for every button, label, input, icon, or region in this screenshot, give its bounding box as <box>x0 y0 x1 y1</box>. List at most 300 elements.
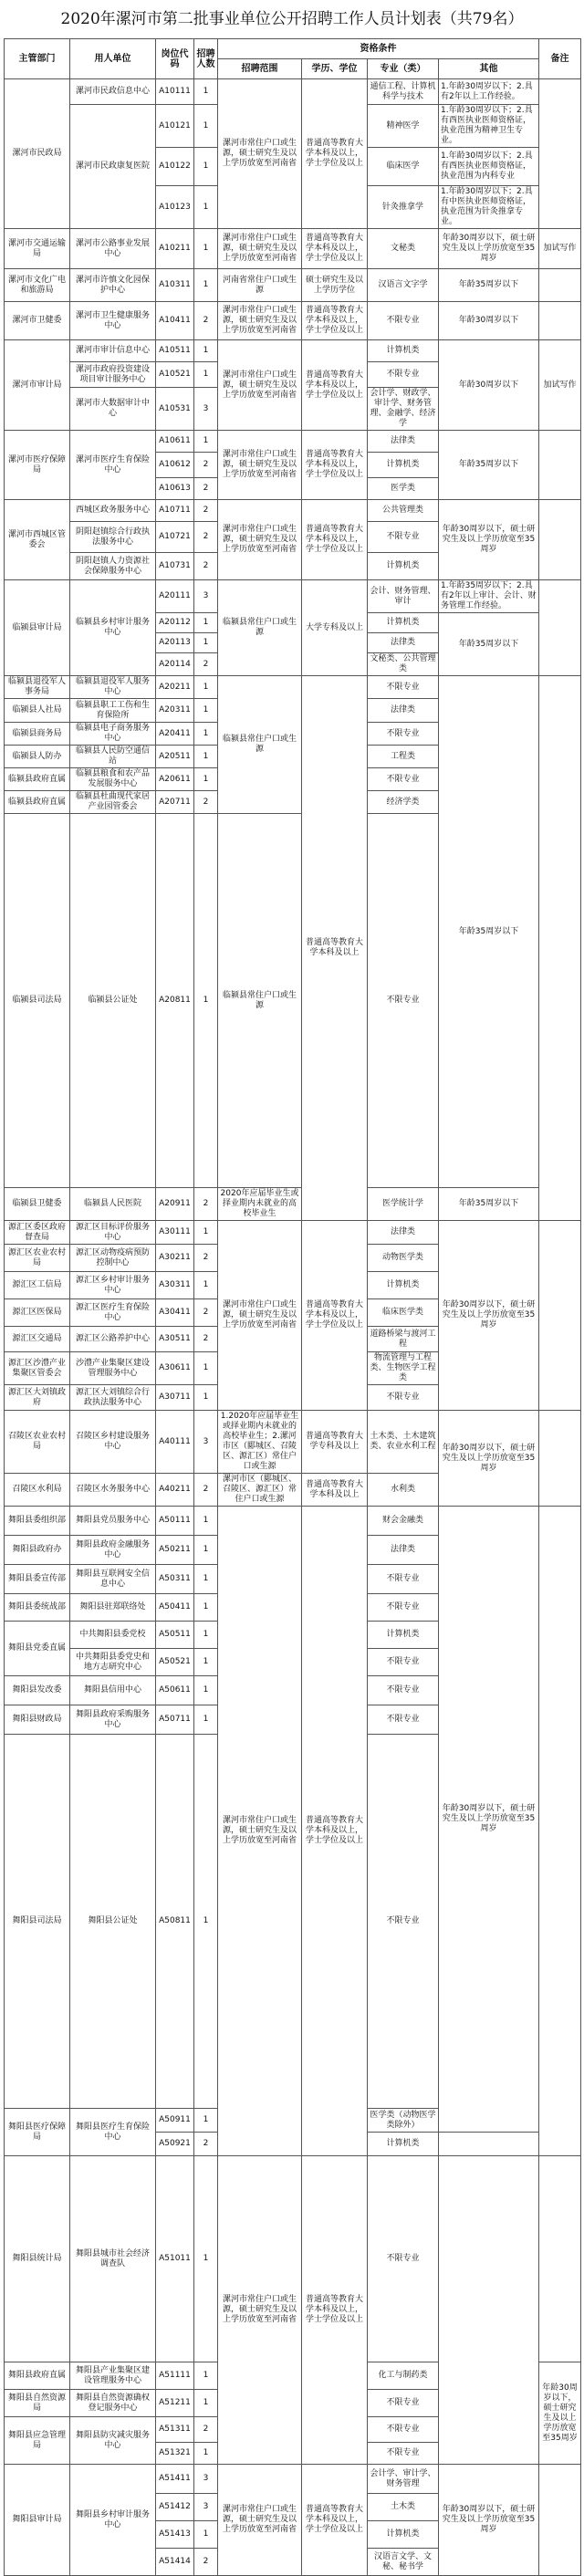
table-cell: 临颍县审计局 <box>5 580 70 676</box>
table-cell: 舞阳县委统战部 <box>5 1594 70 1622</box>
table-cell: 年龄30周岁以下，硕士研究生及以上学历放宽至35周岁 <box>439 1507 539 2133</box>
table-cell: 舞阳县公证处 <box>70 1735 156 2109</box>
table-cell: 舞阳县驻郑联络处 <box>70 1594 156 1622</box>
table-cell: A50911 <box>156 2109 194 2133</box>
table-cell: 1.年龄30周岁以下；2.具有西医执业医师资格证，执业范围为内科专业 <box>439 148 539 186</box>
table-cell: 2 <box>194 2133 218 2156</box>
table-cell: A51311 <box>156 2417 194 2443</box>
table-cell <box>539 1411 581 1507</box>
table-cell: 漯河市常住户口或生源，硕士研究生及以上学历放宽至河南省 <box>218 1507 302 2156</box>
table-cell: 2020年应届毕业生或择业期内未就业的高校毕业生 <box>218 1188 302 1221</box>
table-cell: 临床医学类 <box>368 1299 439 1327</box>
table-cell: 会计学、财政学、审计学、财务管理、金融学、经济学 <box>368 388 439 431</box>
table-cell: 漯河市卫健委 <box>5 302 70 340</box>
table-cell: 舞阳县统计局 <box>5 2156 70 2362</box>
table-cell: 临颍县常住户口或生源 <box>218 814 302 1188</box>
table-cell: 漯河市常住户口或生源，硕士研究生及以上学历放宽至河南省 <box>218 79 302 229</box>
table-cell: 召陵区农业农村局 <box>5 1411 70 1474</box>
table-cell: 普通高等教育大学本科及以上 <box>302 1474 368 1507</box>
table-cell: A10123 <box>156 186 194 229</box>
table-cell: 阴阳赵镇综合行政执法服务中心 <box>70 522 156 553</box>
table-cell: A10612 <box>156 453 194 478</box>
table-cell <box>539 580 581 676</box>
recruitment-table <box>4 38 581 2576</box>
table-row <box>5 269 581 302</box>
table-cell: 2 <box>194 1245 218 1272</box>
table-cell: 漯河市许慎文化园保护中心 <box>70 269 156 302</box>
table-cell <box>539 676 581 1221</box>
table-cell: A30411 <box>156 1299 194 1327</box>
table-cell: A10531 <box>156 388 194 431</box>
table-cell: A20411 <box>156 723 194 746</box>
table-cell: 临颍县商务局 <box>5 723 70 746</box>
table-cell: 土木类 <box>368 2494 439 2521</box>
table-cell <box>539 302 581 340</box>
table-cell: 财会金融类 <box>368 1507 439 1536</box>
table-cell: 不限专业 <box>368 723 439 746</box>
table-cell: 舞阳县政府直属 <box>5 2362 70 2390</box>
table-cell: A50411 <box>156 1594 194 1622</box>
table-cell: 1 <box>194 633 218 653</box>
table-cell: 舞阳县应急管理局 <box>5 2417 70 2465</box>
header-code: 岗位代码 <box>156 39 194 79</box>
table-cell: 不限专业 <box>368 2417 439 2443</box>
table-cell: 物流管理与工程类、生物医学工程类 <box>368 1352 439 1385</box>
table-row <box>5 500 581 522</box>
table-cell: 漯河市卫生健康服务中心 <box>70 302 156 340</box>
table-cell: 1 <box>194 1507 218 1536</box>
table-cell <box>539 1221 581 1411</box>
table-cell: 临颍县常住户口或生源 <box>218 676 302 814</box>
table-cell: 临颍县退役军人事务局 <box>5 676 70 699</box>
table-cell: 法律类 <box>368 699 439 723</box>
table-cell: 漯河市政府投资建设项目审计服务中心 <box>70 362 156 388</box>
table-cell: 临床医学 <box>368 148 439 186</box>
table-cell: A51111 <box>156 2362 194 2390</box>
table-cell: 普通高等教育大学本科及以上 <box>302 676 368 1221</box>
table-cell: 2 <box>194 2417 218 2443</box>
table-row <box>5 79 581 105</box>
table-cell: 临颍县司法局 <box>5 814 70 1188</box>
table-row <box>5 2156 581 2362</box>
table-cell: 年龄30周岁以下，硕士研究生及以上学历放宽至35周岁 <box>539 2362 581 2465</box>
table-cell: 1 <box>194 431 218 453</box>
table-cell <box>539 79 581 229</box>
table-cell: 年龄35周岁以下 <box>439 613 539 676</box>
table-cell: 1 <box>194 1385 218 1411</box>
table-cell: A50711 <box>156 1705 194 1735</box>
table-cell: A20511 <box>156 746 194 768</box>
table-cell: 临颍县粮食和农产品发展服务中心 <box>70 768 156 791</box>
table-cell <box>439 2156 539 2465</box>
table-cell: A20711 <box>156 791 194 814</box>
table-cell: 舞阳县城市社会经济调查队 <box>70 2156 156 2362</box>
table-cell: 舞阳县政府金融服务中心 <box>70 1536 156 1565</box>
table-cell: 普通高等教育大学本科及以上，学士学位及以上 <box>302 2465 368 2576</box>
table-cell: A50811 <box>156 1735 194 2109</box>
table-cell: 计算机类 <box>368 1622 439 1649</box>
table-cell: 医学统计学 <box>368 1188 439 1221</box>
table-cell: A30211 <box>156 1245 194 1272</box>
table-cell: 漯河市常住户口或生源，硕士研究生及以上学历放宽至河南省 <box>218 302 302 340</box>
table-cell: 临颍县人民防空通信站 <box>70 746 156 768</box>
table-cell: 漯河市文化广电和旅游局 <box>5 269 70 302</box>
table-cell: 西城区政务服务中心 <box>70 500 156 522</box>
table-cell: 1 <box>194 1594 218 1622</box>
table-cell: 1 <box>194 1705 218 1735</box>
table-cell: 计算机类 <box>368 2133 439 2156</box>
table-cell: 不限专业 <box>368 1649 439 1676</box>
table-cell <box>539 2465 581 2576</box>
table-cell: 舞阳县产业集聚区建设管理服务中心 <box>70 2362 156 2390</box>
table-cell: 1 <box>194 186 218 229</box>
table-cell: 不限专业 <box>368 2156 439 2362</box>
table-cell: A10521 <box>156 362 194 388</box>
table-cell: 源汇区医疗生育保险中心 <box>70 1299 156 1327</box>
table-cell: 2 <box>194 2549 218 2576</box>
table-cell: 汉语言文字学 <box>368 269 439 302</box>
table-cell: 不限专业 <box>368 1735 439 2109</box>
table-cell: 临颍县政府直属 <box>5 791 70 814</box>
table-cell: 2 <box>194 653 218 676</box>
table-cell: 3 <box>194 1411 218 1474</box>
table-cell: 中共舞阳县委党校 <box>70 1622 156 1649</box>
table-cell: 精神医学 <box>368 105 439 148</box>
table-row <box>5 302 581 340</box>
table-cell: 临颍县卫健委 <box>5 1188 70 1221</box>
table-cell: 召陵区水利局 <box>5 1474 70 1507</box>
table-body <box>5 79 581 2576</box>
table-cell: 3 <box>194 388 218 431</box>
table-row <box>5 2465 581 2494</box>
table-cell: A20111 <box>156 580 194 613</box>
table-cell: 舞阳县委宣传部 <box>5 1565 70 1594</box>
table-cell: A50311 <box>156 1565 194 1594</box>
table-cell: 舞阳县医疗保障局 <box>5 2109 70 2156</box>
header-qualifications: 资格条件 <box>218 39 539 59</box>
table-cell: 漯河市民政信息中心 <box>70 79 156 105</box>
table-cell: 舞阳县党委直属 <box>5 1622 70 1676</box>
table-cell: 2 <box>194 500 218 522</box>
table-cell: 医学类（动物医学类除外） <box>368 2109 439 2133</box>
header-other: 其他 <box>439 59 539 79</box>
table-cell: 不限专业 <box>368 1565 439 1594</box>
table-cell: 加试写作 <box>539 340 581 431</box>
table-cell: 舞阳县自然资源确权登记服务中心 <box>70 2390 156 2417</box>
table-cell: 1 <box>194 1272 218 1299</box>
table-cell: 漯河市大数据审计中心 <box>70 388 156 431</box>
table-cell: 法律类 <box>368 1221 439 1245</box>
header-note: 备注 <box>539 39 581 79</box>
table-cell: 计算机类 <box>368 1272 439 1299</box>
table-cell: 普通高等教育大学本科及以上，学士学位及以上 <box>302 340 368 431</box>
table-cell: 舞阳县政府采购服务中心 <box>70 1705 156 1735</box>
table-cell: 舞阳县乡村审计服务中心 <box>70 2465 156 2576</box>
table-cell: A30611 <box>156 1352 194 1385</box>
table-cell: 计算机类 <box>368 553 439 580</box>
table-cell: 漯河市常住户口或生源，硕士研究生及以上学历放宽至河南省 <box>218 431 302 500</box>
table-cell: 临颍县职工工伤和生育保险所 <box>70 699 156 723</box>
table-cell: 舞阳县信用中心 <box>70 1676 156 1705</box>
table-row <box>5 431 581 453</box>
table-cell: 漯河市常住户口或生源，硕士研究生及以上学历放宽至河南省 <box>218 229 302 269</box>
table-cell: 阴阳赵镇人力资源社会保障服务中心 <box>70 553 156 580</box>
table-cell: 不限专业 <box>368 814 439 1188</box>
table-cell: A51011 <box>156 2156 194 2362</box>
table-cell: 漯河市西城区管委会 <box>5 500 70 580</box>
table-cell: 临颍县杜曲现代家居产业园管委会 <box>70 791 156 814</box>
table-cell: 道路桥梁与渡河工程 <box>368 1327 439 1352</box>
table-cell: A10121 <box>156 105 194 148</box>
table-cell: 2 <box>194 1299 218 1327</box>
table-cell: 源汇区目标评价服务中心 <box>70 1221 156 1245</box>
table-cell: 普通高等教育大学本科及以上，学士学位及以上 <box>302 1507 368 2156</box>
table-cell: 1 <box>194 148 218 186</box>
table-cell: 1 <box>194 1565 218 1594</box>
table-cell: 1 <box>194 105 218 148</box>
table-cell: 1 <box>194 340 218 362</box>
table-cell: 临颍县常住户口或生源 <box>218 580 302 676</box>
table-cell: 漯河市常住户口或生源，硕士研究生及以上学历放宽至河南省 <box>218 340 302 431</box>
table-cell: 2 <box>194 1188 218 1221</box>
table-cell: 源汇区农业农村局 <box>5 1245 70 1272</box>
table-cell: 2 <box>194 302 218 340</box>
table-cell: 计算机类 <box>368 453 439 478</box>
table-cell: 源汇区大刘镇政府 <box>5 1385 70 1411</box>
table-cell: A30111 <box>156 1221 194 1245</box>
table-cell: 动物医学类 <box>368 1245 439 1272</box>
table-cell: 漯河市医疗保障局 <box>5 431 70 500</box>
table-cell: 舞阳县委组织部 <box>5 1507 70 1536</box>
table-cell: 1 <box>194 1735 218 2109</box>
table-cell: 年龄30周岁以下，硕士研究生及以上学历放宽至35周岁 <box>439 2465 539 2576</box>
header-count: 招聘人数 <box>194 39 218 79</box>
table-cell: 普通高等教育大学本科及以上，学士学位及以上 <box>302 79 368 229</box>
table-cell: 会计学、审计学、财务管理 <box>368 2465 439 2494</box>
table-cell: 年龄30周岁以下，硕士研究生及以上学历放宽至35周岁 <box>439 500 539 580</box>
table-cell: 1.2020年应届毕业生或择业期内未就业的高校毕业生；2.漯河市区（郾城区、召陵区、源汇区）常住户口或生源 <box>218 1411 302 1474</box>
table-cell: 3 <box>194 2494 218 2521</box>
table-cell: 普通高等教育大学专科及以上 <box>302 1411 368 1474</box>
table-cell: 1 <box>194 1676 218 1705</box>
table-cell: 1 <box>194 699 218 723</box>
table-cell: 2 <box>194 478 218 500</box>
table-cell: 1 <box>194 768 218 791</box>
header-education: 学历、学位 <box>302 59 368 79</box>
table-cell: 不限专业 <box>368 2390 439 2417</box>
table-cell: 2 <box>194 553 218 580</box>
table-cell: 临颍县人社局 <box>5 699 70 723</box>
table-cell: 经济学类 <box>368 791 439 814</box>
table-cell: 漯河市常住户口或生源，硕士研究生及以上学历放宽至河南省 <box>218 1221 302 1411</box>
table-cell: 通信工程、计算机科学与技术 <box>368 79 439 105</box>
table-cell: 1 <box>194 2390 218 2417</box>
table-cell: 计算机类 <box>368 340 439 362</box>
table-cell: A10511 <box>156 340 194 362</box>
table-cell: 不限专业 <box>368 1385 439 1411</box>
table-cell: 舞阳县医疗生育保险中心 <box>70 2109 156 2156</box>
table-cell: 1 <box>194 362 218 388</box>
table-cell: 加试写作 <box>539 229 581 269</box>
table-cell: 漯河市常住户口或生源，硕士研究生及以上学历放宽至河南省 <box>218 500 302 580</box>
table-cell: 舞阳县政府办 <box>5 1536 70 1565</box>
table-cell: 普通高等教育大学本科及以上，学士学位及以上 <box>302 1221 368 1411</box>
table-cell <box>539 500 581 580</box>
table-row <box>5 580 581 613</box>
table-cell: 临颍县乡村审计服务中心 <box>70 580 156 676</box>
table-cell: 漯河市民政康复医院 <box>70 105 156 229</box>
table-cell: 临颍县退役军人服务中心 <box>70 676 156 699</box>
table-cell: 临颍县政府直属 <box>5 768 70 791</box>
table-cell: 1 <box>194 613 218 633</box>
table-cell: A30311 <box>156 1272 194 1299</box>
table-cell: 工程类 <box>368 746 439 768</box>
table-cell: 年龄30周岁以下 <box>439 340 539 431</box>
table-cell: A30511 <box>156 1327 194 1352</box>
table-cell: 文秘类、公共管理类 <box>368 653 439 676</box>
table-cell: 不限专业 <box>368 676 439 699</box>
table-cell: 不限专业 <box>368 362 439 388</box>
table-cell: 公共管理类 <box>368 500 439 522</box>
table-cell: 文秘类 <box>368 229 439 269</box>
table-cell: 计算机类 <box>368 2521 439 2549</box>
table-cell: 1 <box>194 1622 218 1649</box>
table-cell: 1 <box>194 2156 218 2362</box>
table-row <box>5 1507 581 1536</box>
table-cell: 1 <box>194 2443 218 2465</box>
page-title: 2020年漯河市第二批事业单位公开招聘工作人员计划表（共79名） <box>60 10 524 28</box>
table-cell: 2 <box>194 522 218 553</box>
table-cell: 针灸推拿学 <box>368 186 439 229</box>
table-cell: 不限专业 <box>368 1705 439 1735</box>
table-cell: A10122 <box>156 148 194 186</box>
table-cell: 1 <box>194 1649 218 1676</box>
table-cell: 舞阳县自然资源局 <box>5 2390 70 2417</box>
table-cell: 1.年龄30周岁以下；2.具有2年以上工作经验。 <box>439 79 539 105</box>
table-cell: 1 <box>194 1536 218 1565</box>
table-cell: 中共舞阳县委党史和地方志研究中心 <box>70 1649 156 1676</box>
table-cell: A50111 <box>156 1507 194 1536</box>
table-cell: 源汇区大刘镇综合行政执法服务中心 <box>70 1385 156 1411</box>
table-cell: A51414 <box>156 2549 194 2576</box>
table-cell: 不限专业 <box>368 302 439 340</box>
table-cell: 沙澧产业集聚区建设管理服务中心 <box>70 1352 156 1385</box>
table-cell: 源汇区交通局 <box>5 1327 70 1352</box>
table-cell: 漯河市审计局 <box>5 340 70 431</box>
table-cell: 1 <box>194 2362 218 2390</box>
table-cell: 2 <box>194 453 218 478</box>
table-cell: 普通高等教育大学本科及以上，学士学位及以上 <box>302 302 368 340</box>
header-scope: 招聘范围 <box>218 59 302 79</box>
table-cell: 漯河市民政局 <box>5 79 70 229</box>
table-cell: 年龄35周岁以下 <box>439 431 539 500</box>
table-cell: 源汇区动物疫病预防控制中心 <box>70 1245 156 1272</box>
table-cell: A51412 <box>156 2494 194 2521</box>
table-cell: 源汇区委区政府督查局 <box>5 1221 70 1245</box>
table-cell: A20611 <box>156 768 194 791</box>
table-cell: 3 <box>194 2465 218 2494</box>
table-cell: 医学类 <box>368 478 439 500</box>
header-major: 专业（类） <box>368 59 439 79</box>
table-cell: 1 <box>194 1221 218 1245</box>
table-cell: 会计、财务管理、审计 <box>368 580 439 613</box>
table-cell: A50921 <box>156 2133 194 2156</box>
table-cell: 1 <box>194 814 218 1188</box>
table-cell: 漯河市医疗生育保险中心 <box>70 431 156 500</box>
table-cell: 召陵区乡村建设服务中心 <box>70 1411 156 1474</box>
table-cell: 漯河市常住户口或生源，硕士研究生及以上学历放宽至河南省 <box>218 2465 302 2576</box>
table-cell: 源汇区医保局 <box>5 1299 70 1327</box>
table-cell: 1.年龄35周岁以下；2.具有2年以上审计、会计、财务管理工作经验。 <box>439 580 539 613</box>
table-cell: A50211 <box>156 1536 194 1565</box>
table-cell: A20113 <box>156 633 194 653</box>
table-cell: 舞阳县互联网安全信息中心 <box>70 1565 156 1594</box>
table-cell: 1.年龄30周岁以下；2.具有西医执业医师资格证，执业范围为精神卫生专业。 <box>439 105 539 148</box>
table-cell: 临颍县公证处 <box>70 814 156 1188</box>
table-cell: 2 <box>194 1327 218 1352</box>
table-cell: A20112 <box>156 613 194 633</box>
table-cell: 普通高等教育大学本科及以上，学士学位及以上 <box>302 431 368 500</box>
table-cell <box>539 431 581 500</box>
table-cell: 源汇区公路养护中心 <box>70 1327 156 1352</box>
header-unit: 用人单位 <box>70 39 156 79</box>
table-cell: 1 <box>194 79 218 105</box>
table-row <box>5 676 581 699</box>
table-cell: 1 <box>194 2109 218 2133</box>
table-cell: A10731 <box>156 553 194 580</box>
table-cell: 舞阳县审计局 <box>5 2465 70 2576</box>
table-row <box>5 1411 581 1474</box>
table-cell: A51321 <box>156 2443 194 2465</box>
table-row <box>5 1221 581 1245</box>
table-cell: A10613 <box>156 478 194 500</box>
table-cell: 不限专业 <box>368 2443 439 2465</box>
table-cell: 年龄30周岁以下 <box>439 302 539 340</box>
table-cell: 漯河市常住户口或生源，硕士研究生及以上学历放宽至河南省 <box>218 2156 302 2465</box>
table-cell: 源汇区乡村审计服务中心 <box>70 1272 156 1299</box>
table-cell: A50521 <box>156 1649 194 1676</box>
table-cell: 河南省常住户口或生源 <box>218 269 302 302</box>
table-cell: A51211 <box>156 2390 194 2417</box>
table-cell: A51411 <box>156 2465 194 2494</box>
table-cell: 2 <box>194 791 218 814</box>
table-cell <box>539 269 581 302</box>
table-cell: 召陵区水务服务中心 <box>70 1474 156 1507</box>
table-cell: 法律类 <box>368 633 439 653</box>
table-cell: 法律类 <box>368 431 439 453</box>
table-cell: A10411 <box>156 302 194 340</box>
table-cell: 硕士研究生及以上学历学位 <box>302 269 368 302</box>
table-cell: 舞阳县司法局 <box>5 1735 70 2109</box>
table-cell: 1 <box>194 229 218 269</box>
table-cell: 水利类 <box>368 1474 439 1507</box>
table-row <box>5 340 581 362</box>
table-cell: 1 <box>194 723 218 746</box>
table-cell: 普通高等教育大学本科及以上，学士学位及以上 <box>302 2156 368 2465</box>
table-cell: 1 <box>194 746 218 768</box>
table-cell: 1 <box>194 2521 218 2549</box>
table-cell: A50611 <box>156 1676 194 1705</box>
table-cell: 舞阳县发改委 <box>5 1676 70 1705</box>
table-cell: 临颍县人民医院 <box>70 1188 156 1221</box>
table-cell: 普通高等教育大学本科及以上，学士学位及以上 <box>302 229 368 269</box>
table-cell: 漯河市区（郾城区、召陵区、源汇区）常住户口或生源 <box>218 1474 302 1507</box>
table-cell: 1 <box>194 676 218 699</box>
table-cell: 汉语言文学、文秘、秘书学 <box>368 2549 439 2576</box>
header-dept: 主管部门 <box>5 39 70 79</box>
table-cell: 年龄30周岁以下，硕士研究生及以上学历放宽至35周岁 <box>439 1411 539 1507</box>
table-cell: A10211 <box>156 229 194 269</box>
